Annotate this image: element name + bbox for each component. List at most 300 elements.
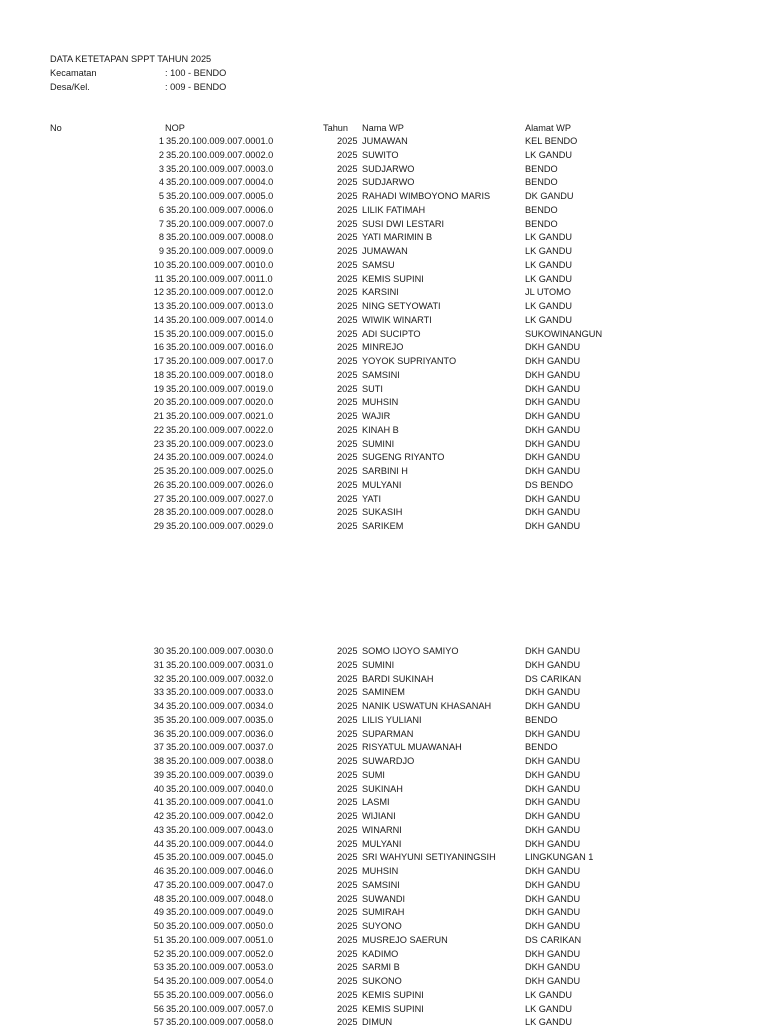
alamat-wp-cell: BENDO <box>525 714 558 725</box>
nama-wp-cell: SAMSINI <box>362 369 400 380</box>
table-row <box>0 328 768 342</box>
table-row <box>0 810 768 824</box>
row-number: 41 <box>153 797 164 808</box>
table-row <box>0 355 768 369</box>
tahun-cell: 2025 <box>337 742 358 753</box>
alamat-wp-cell: BENDO <box>525 204 558 215</box>
nama-wp-cell: KINAH B <box>362 424 399 435</box>
row-number: 3 <box>158 163 164 174</box>
nop-cell: 35.20.100.009.007.0036.0 <box>166 728 274 739</box>
nop-cell: 35.20.100.009.007.0027.0 <box>166 493 274 504</box>
tahun-cell: 2025 <box>337 218 358 229</box>
alamat-wp-cell: DKH GANDU <box>525 866 581 876</box>
desa-line <box>50 80 226 94</box>
nama-wp-cell: SARBINI H <box>362 466 408 476</box>
table-row <box>0 176 768 190</box>
alamat-wp-cell: DKH GANDU <box>525 756 581 766</box>
nama-wp-cell: SOMO IJOYO SAMIYO <box>362 646 459 656</box>
nop-cell: 35.20.100.009.007.0029.0 <box>166 521 274 531</box>
row-number: 45 <box>153 852 164 863</box>
table-row <box>0 879 768 893</box>
nop-cell: 35.20.100.009.007.0042.0 <box>166 811 274 821</box>
alamat-wp-cell: DKH GANDU <box>525 879 581 890</box>
tahun-cell: 2025 <box>337 783 358 794</box>
row-number: 42 <box>153 811 164 821</box>
nama-wp-cell: LASMI <box>362 797 390 808</box>
nama-wp-cell: SUMI <box>362 769 385 780</box>
table-row <box>0 424 768 438</box>
tahun-cell: 2025 <box>337 287 358 298</box>
table-row <box>0 865 768 879</box>
alamat-wp-cell: BENDO <box>525 163 558 174</box>
tahun-cell: 2025 <box>337 852 358 863</box>
row-number: 53 <box>153 962 164 973</box>
alamat-wp-cell: DS CARIKAN <box>525 934 582 945</box>
tahun-cell: 2025 <box>337 769 358 780</box>
table-row <box>0 755 768 769</box>
table-row <box>0 824 768 838</box>
table-row <box>0 838 768 852</box>
tahun-cell: 2025 <box>337 493 358 504</box>
alamat-wp-cell: DKH GANDU <box>525 948 581 959</box>
nop-cell: 35.20.100.009.007.0033.0 <box>166 687 274 698</box>
nama-wp-cell: WIWIK WINARTI <box>362 314 432 325</box>
alamat-wp-cell: LINGKUNGAN 1 <box>525 852 594 863</box>
table-row <box>0 149 768 163</box>
row-number: 19 <box>153 383 164 394</box>
row-number: 37 <box>153 742 164 753</box>
nop-cell: 35.20.100.009.007.0032.0 <box>166 673 274 684</box>
alamat-wp-cell: LK GANDU <box>525 989 572 1000</box>
table-row <box>0 438 768 452</box>
kecamatan-line <box>50 66 226 80</box>
nop-cell: 35.20.100.009.007.0043.0 <box>166 824 274 835</box>
alamat-wp-cell: DS CARIKAN <box>525 673 582 684</box>
nop-cell: 35.20.100.009.007.0057.0 <box>166 1003 274 1014</box>
row-number: 18 <box>153 369 164 380</box>
nop-cell: 35.20.100.009.007.0021.0 <box>166 411 274 421</box>
tahun-cell: 2025 <box>337 259 358 270</box>
nop-cell: 35.20.100.009.007.0054.0 <box>166 976 274 986</box>
row-number: 40 <box>153 783 164 794</box>
nop-cell: 35.20.100.009.007.0010.0 <box>166 259 274 270</box>
row-number: 23 <box>153 438 164 449</box>
nama-wp-cell: SARIKEM <box>362 521 404 531</box>
table-row <box>0 341 768 355</box>
table-row <box>0 934 768 948</box>
tahun-cell: 2025 <box>337 687 358 698</box>
tahun-cell: 2025 <box>337 369 358 380</box>
row-number: 44 <box>153 838 164 849</box>
alamat-wp-cell: DKH GANDU <box>525 438 581 449</box>
table-row <box>0 396 768 410</box>
nop-cell: 35.20.100.009.007.0048.0 <box>166 893 274 904</box>
row-number: 52 <box>153 948 164 959</box>
alamat-wp-cell: DKH GANDU <box>525 907 581 918</box>
alamat-wp-cell: BENDO <box>525 177 558 188</box>
table-row <box>0 975 768 989</box>
desa-label: Desa/Kel. <box>50 82 90 92</box>
nama-wp-cell: SAMINEM <box>362 687 405 698</box>
nop-cell: 35.20.100.009.007.0013.0 <box>166 301 274 311</box>
table-row <box>0 948 768 962</box>
alamat-wp-cell: DKH GANDU <box>525 838 581 849</box>
nama-wp-cell: SUWANDI <box>362 893 406 904</box>
tahun-cell: 2025 <box>337 356 358 366</box>
tahun-cell: 2025 <box>337 163 358 174</box>
nop-cell: 35.20.100.009.007.0004.0 <box>166 177 274 188</box>
alamat-wp-cell: DKH GANDU <box>525 811 581 821</box>
table-row <box>0 300 768 314</box>
table-row <box>0 231 768 245</box>
tahun-cell: 2025 <box>337 232 358 243</box>
tahun-cell: 2025 <box>337 328 358 339</box>
nop-cell: 35.20.100.009.007.0045.0 <box>166 852 274 863</box>
alamat-wp-cell: LK GANDU <box>525 246 572 256</box>
table-row <box>0 369 768 383</box>
table-row <box>0 989 768 1003</box>
row-number: 15 <box>153 328 164 339</box>
nama-wp-cell: SUKINAH <box>362 783 403 794</box>
nop-cell: 35.20.100.009.007.0052.0 <box>166 948 274 959</box>
row-number: 38 <box>153 756 164 766</box>
nop-cell: 35.20.100.009.007.0034.0 <box>166 701 274 711</box>
nama-wp-cell: YOYOK SUPRIYANTO <box>362 356 457 366</box>
tahun-cell: 2025 <box>337 756 358 766</box>
tahun-cell: 2025 <box>337 907 358 918</box>
row-number: 49 <box>153 907 164 918</box>
table-row <box>0 961 768 975</box>
nama-wp-cell: SUKONO <box>362 976 402 986</box>
alamat-wp-cell: DKH GANDU <box>525 397 581 408</box>
alamat-wp-cell: LK GANDU <box>525 273 572 284</box>
nama-wp-cell: SUDJARWO <box>362 177 415 188</box>
nama-wp-cell: SAMSU <box>362 259 395 270</box>
nama-wp-cell: MULYANI <box>362 838 402 849</box>
alamat-wp-cell: DKH GANDU <box>525 728 581 739</box>
alamat-wp-cell: JL UTOMO <box>525 287 571 298</box>
alamat-wp-cell: DKH GANDU <box>525 424 581 435</box>
row-number: 8 <box>158 232 164 243</box>
nama-wp-cell: SUWITO <box>362 149 399 160</box>
tahun-cell: 2025 <box>337 797 358 808</box>
table-row <box>0 714 768 728</box>
row-number: 31 <box>153 659 164 670</box>
tahun-cell: 2025 <box>337 646 358 656</box>
alamat-wp-cell: DKH GANDU <box>525 466 581 476</box>
row-number: 7 <box>158 218 164 229</box>
tahun-cell: 2025 <box>337 673 358 684</box>
nop-cell: 35.20.100.009.007.0046.0 <box>166 866 274 876</box>
nop-cell: 35.20.100.009.007.0008.0 <box>166 232 274 243</box>
row-number: 16 <box>153 342 164 353</box>
nop-cell: 35.20.100.009.007.0051.0 <box>166 934 274 945</box>
nama-wp-cell: MINREJO <box>362 342 404 353</box>
nop-cell: 35.20.100.009.007.0007.0 <box>166 218 274 229</box>
nop-cell: 35.20.100.009.007.0058.0 <box>166 1017 274 1028</box>
row-number: 6 <box>158 204 164 215</box>
tahun-cell: 2025 <box>337 452 358 463</box>
nama-wp-cell: KEMIS SUPINI <box>362 989 424 1000</box>
nama-wp-cell: WINARNI <box>362 824 402 835</box>
kecamatan-value: : 100 - BENDO <box>165 68 227 78</box>
nama-wp-cell: SUSI DWI LESTARI <box>362 218 445 229</box>
nama-wp-cell: LILIS YULIANI <box>362 714 422 725</box>
row-number: 55 <box>153 989 164 1000</box>
nop-cell: 35.20.100.009.007.0016.0 <box>166 342 274 353</box>
row-number: 50 <box>153 921 164 931</box>
table-row <box>0 451 768 465</box>
alamat-wp-cell: LK GANDU <box>525 314 572 325</box>
alamat-wp-cell: DKH GANDU <box>525 797 581 808</box>
table-row <box>0 273 768 287</box>
table-row <box>0 218 768 232</box>
nama-wp-cell: JUMAWAN <box>362 246 408 256</box>
table-row <box>0 383 768 397</box>
nop-cell: 35.20.100.009.007.0015.0 <box>166 328 274 339</box>
alamat-wp-cell: DKH GANDU <box>525 783 581 794</box>
nop-cell: 35.20.100.009.007.0039.0 <box>166 769 274 780</box>
table-row <box>0 741 768 755</box>
row-number: 57 <box>153 1017 164 1028</box>
row-number: 33 <box>153 687 164 698</box>
column-header-nama: Nama WP <box>362 123 404 133</box>
nop-cell: 35.20.100.009.007.0053.0 <box>166 962 274 973</box>
tahun-cell: 2025 <box>337 838 358 849</box>
alamat-wp-cell: DKH GANDU <box>525 356 581 366</box>
nop-cell: 35.20.100.009.007.0024.0 <box>166 452 274 463</box>
tahun-cell: 2025 <box>337 301 358 311</box>
table-row <box>0 728 768 742</box>
tahun-cell: 2025 <box>337 273 358 284</box>
nama-wp-cell: KEMIS SUPINI <box>362 1003 424 1014</box>
tahun-cell: 2025 <box>337 934 358 945</box>
table-row <box>0 700 768 714</box>
row-number: 12 <box>153 287 164 298</box>
nop-cell: 35.20.100.009.007.0047.0 <box>166 879 274 890</box>
nop-cell: 35.20.100.009.007.0019.0 <box>166 383 274 394</box>
tahun-cell: 2025 <box>337 342 358 353</box>
nama-wp-cell: SUPARMAN <box>362 728 414 739</box>
alamat-wp-cell: DKH GANDU <box>525 659 581 670</box>
tahun-cell: 2025 <box>337 824 358 835</box>
alamat-wp-cell: DKH GANDU <box>525 452 581 463</box>
tahun-cell: 2025 <box>337 438 358 449</box>
table-row <box>0 506 768 520</box>
table-row <box>0 259 768 273</box>
alamat-wp-cell: DKH GANDU <box>525 342 581 353</box>
table-row <box>0 673 768 687</box>
alamat-wp-cell: DKH GANDU <box>525 893 581 904</box>
tahun-cell: 2025 <box>337 962 358 973</box>
tahun-cell: 2025 <box>337 411 358 421</box>
table-row <box>0 286 768 300</box>
alamat-wp-cell: DKH GANDU <box>525 383 581 394</box>
tahun-cell: 2025 <box>337 466 358 476</box>
nop-cell: 35.20.100.009.007.0041.0 <box>166 797 274 808</box>
nama-wp-cell: KADIMO <box>362 948 399 959</box>
table-row <box>0 163 768 177</box>
nama-wp-cell: SUTI <box>362 383 383 394</box>
table-row <box>0 190 768 204</box>
alamat-wp-cell: DKH GANDU <box>525 411 581 421</box>
row-number: 1 <box>158 136 164 146</box>
tahun-cell: 2025 <box>337 149 358 160</box>
row-number: 17 <box>153 356 164 366</box>
nama-wp-cell: KEMIS SUPINI <box>362 273 424 284</box>
nama-wp-cell: DIMUN <box>362 1017 393 1028</box>
table-row <box>0 465 768 479</box>
nop-cell: 35.20.100.009.007.0014.0 <box>166 314 274 325</box>
column-header-tahun: Tahun <box>323 123 349 133</box>
table-row <box>0 645 768 659</box>
row-number: 21 <box>153 411 164 421</box>
nop-cell: 35.20.100.009.007.0040.0 <box>166 783 274 794</box>
table-row <box>0 796 768 810</box>
row-number: 24 <box>153 452 164 463</box>
row-number: 36 <box>153 728 164 739</box>
alamat-wp-cell: DKH GANDU <box>525 507 581 518</box>
row-number: 54 <box>153 976 164 986</box>
alamat-wp-cell: LK GANDU <box>525 1017 572 1028</box>
tahun-cell: 2025 <box>337 1017 358 1028</box>
table-row <box>0 314 768 328</box>
row-number: 13 <box>153 301 164 311</box>
nama-wp-cell: WAJIR <box>362 411 391 421</box>
row-number: 9 <box>158 246 164 256</box>
nama-wp-cell: SAMSINI <box>362 879 400 890</box>
alamat-wp-cell: DKH GANDU <box>525 369 581 380</box>
tahun-cell: 2025 <box>337 879 358 890</box>
tahun-cell: 2025 <box>337 136 358 146</box>
tahun-cell: 2025 <box>337 714 358 725</box>
alamat-wp-cell: KEL BENDO <box>525 136 578 146</box>
tahun-cell: 2025 <box>337 507 358 518</box>
row-number: 46 <box>153 866 164 876</box>
row-number: 4 <box>158 177 164 188</box>
nama-wp-cell: MUHSIN <box>362 866 399 876</box>
alamat-wp-cell: BENDO <box>525 742 558 753</box>
nama-wp-cell: MUSREJO SAERUN <box>362 934 448 945</box>
nop-cell: 35.20.100.009.007.0018.0 <box>166 369 274 380</box>
nama-wp-cell: MULYANI <box>362 479 402 490</box>
nama-wp-cell: SUGENG RIYANTO <box>362 452 445 463</box>
row-number: 2 <box>158 149 164 160</box>
alamat-wp-cell: DKH GANDU <box>525 646 581 656</box>
nama-wp-cell: ADI SUCIPTO <box>362 328 421 339</box>
tahun-cell: 2025 <box>337 246 358 256</box>
nama-wp-cell: SUWARDJO <box>362 756 415 766</box>
alamat-wp-cell: DKH GANDU <box>525 824 581 835</box>
tahun-cell: 2025 <box>337 383 358 394</box>
table-block-2 <box>0 645 768 1030</box>
tahun-cell: 2025 <box>337 893 358 904</box>
nop-cell: 35.20.100.009.007.0056.0 <box>166 989 274 1000</box>
table-row <box>0 1003 768 1017</box>
alamat-wp-cell: LK GANDU <box>525 301 572 311</box>
tahun-cell: 2025 <box>337 397 358 408</box>
nop-cell: 35.20.100.009.007.0028.0 <box>166 507 274 518</box>
tahun-cell: 2025 <box>337 177 358 188</box>
table-row <box>0 1016 768 1030</box>
nop-cell: 35.20.100.009.007.0003.0 <box>166 163 274 174</box>
nama-wp-cell: NING SETYOWATI <box>362 301 441 311</box>
nop-cell: 35.20.100.009.007.0012.0 <box>166 287 274 298</box>
row-number: 34 <box>153 701 164 711</box>
table-row <box>0 920 768 934</box>
table-row <box>0 851 768 865</box>
alamat-wp-cell: SUKOWINANGUN <box>525 328 603 339</box>
alamat-wp-cell: DK GANDU <box>525 191 574 201</box>
nama-wp-cell: SUYONO <box>362 921 402 931</box>
table-row <box>0 493 768 507</box>
nama-wp-cell: NANIK USWATUN KHASANAH <box>362 701 492 711</box>
row-number: 39 <box>153 769 164 780</box>
alamat-wp-cell: LK GANDU <box>525 1003 572 1014</box>
tahun-cell: 2025 <box>337 479 358 490</box>
row-number: 20 <box>153 397 164 408</box>
table-row <box>0 479 768 493</box>
nama-wp-cell: SARMI B <box>362 962 400 973</box>
row-number: 30 <box>153 646 164 656</box>
nop-cell: 35.20.100.009.007.0023.0 <box>166 438 274 449</box>
nama-wp-cell: SRI WAHYUNI SETIYANINGSIH <box>362 852 496 863</box>
nop-cell: 35.20.100.009.007.0025.0 <box>166 466 274 476</box>
row-number: 35 <box>153 714 164 725</box>
row-number: 25 <box>153 466 164 476</box>
table-row <box>0 520 768 534</box>
alamat-wp-cell: DKH GANDU <box>525 521 581 531</box>
nop-cell: 35.20.100.009.007.0005.0 <box>166 191 274 201</box>
nop-cell: 35.20.100.009.007.0037.0 <box>166 742 274 753</box>
table-row <box>0 659 768 673</box>
table-row <box>0 906 768 920</box>
tahun-cell: 2025 <box>337 989 358 1000</box>
alamat-wp-cell: LK GANDU <box>525 149 572 160</box>
nop-cell: 35.20.100.009.007.0030.0 <box>166 646 274 656</box>
nama-wp-cell: SUKASIH <box>362 507 403 518</box>
table-row <box>0 135 768 149</box>
tahun-cell: 2025 <box>337 728 358 739</box>
nama-wp-cell: SUMINI <box>362 659 395 670</box>
nama-wp-cell: MUHSIN <box>362 397 399 408</box>
alamat-wp-cell: DKH GANDU <box>525 976 581 986</box>
nama-wp-cell: SUMINI <box>362 438 395 449</box>
nama-wp-cell: JUMAWAN <box>362 136 408 146</box>
nama-wp-cell: KARSINI <box>362 287 399 298</box>
row-number: 28 <box>153 507 164 518</box>
alamat-wp-cell: DKH GANDU <box>525 493 581 504</box>
nop-cell: 35.20.100.009.007.0026.0 <box>166 479 274 490</box>
table-row <box>0 783 768 797</box>
nama-wp-cell: YATI <box>362 493 382 504</box>
alamat-wp-cell: DKH GANDU <box>525 701 581 711</box>
alamat-wp-cell: BENDO <box>525 218 558 229</box>
alamat-wp-cell: LK GANDU <box>525 232 572 243</box>
nama-wp-cell: YATI MARIMIN B <box>362 232 433 243</box>
tahun-cell: 2025 <box>337 701 358 711</box>
alamat-wp-cell: DKH GANDU <box>525 769 581 780</box>
document-title: DATA KETETAPAN SPPT TAHUN 2025 <box>50 54 212 64</box>
nama-wp-cell: RAHADI WIMBOYONO MARIS <box>362 191 491 201</box>
tahun-cell: 2025 <box>337 866 358 876</box>
tahun-cell: 2025 <box>337 921 358 931</box>
nop-cell: 35.20.100.009.007.0022.0 <box>166 424 274 435</box>
row-number: 29 <box>153 521 164 531</box>
nop-cell: 35.20.100.009.007.0006.0 <box>166 204 274 215</box>
row-number: 22 <box>153 424 164 435</box>
nama-wp-cell: SUMIRAH <box>362 907 405 918</box>
